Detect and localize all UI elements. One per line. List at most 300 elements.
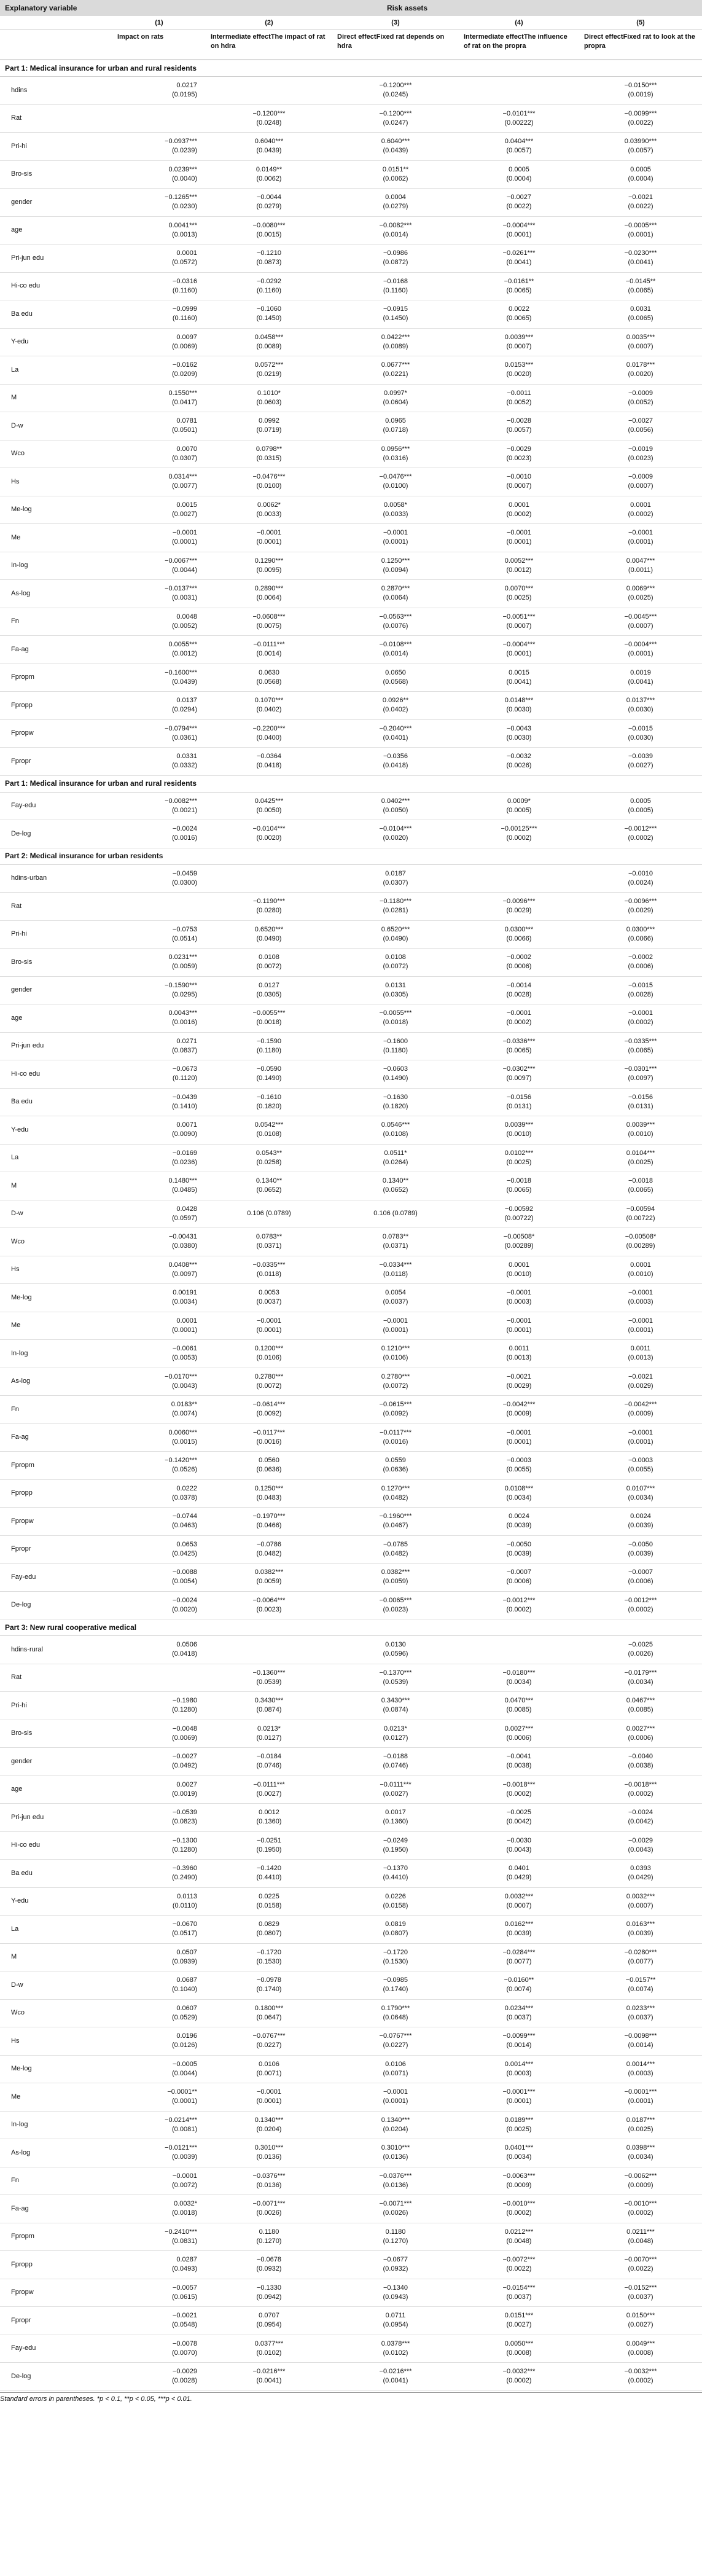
table-cell [459,1999,579,2027]
coefficient: 0.0572*** [254,361,284,369]
table-row [0,1144,702,1172]
header-explanatory-variable: Explanatory variable [0,0,112,16]
table-cell [579,1508,702,1536]
table-row [0,1636,702,1664]
standard-error: (0.0059) [172,963,197,971]
table-row [0,189,702,217]
table-row [0,1831,702,1860]
standard-error: (0.0020) [383,834,408,842]
standard-error: (0.0219) [256,370,282,378]
table-cell [206,1032,332,1060]
table-cell [459,1887,579,1916]
table-row [0,2335,702,2363]
table-row [0,1479,702,1508]
table-cell [112,748,206,776]
row-label: age [0,216,112,245]
table-cell [206,748,332,776]
table-cell [579,1664,702,1692]
table-row [0,133,702,161]
section-header [0,848,702,864]
standard-error: (0.0027) [628,762,653,770]
table-cell [579,719,702,748]
table-cell [332,2167,459,2195]
standard-error: (0.0439) [172,678,197,686]
table-cell [332,1116,459,1145]
table-cell [332,792,459,820]
standard-error: (0.0636) [256,1466,282,1474]
coefficient: 0.0097 [176,333,197,341]
table-cell [206,328,332,356]
standard-error: (0.0004) [506,174,532,182]
standard-error: (0.0007) [506,482,532,490]
row-label: Bro-sis [0,1720,112,1748]
table-cell [459,1228,579,1256]
coefficient: 0.0829 [259,1920,279,1928]
coefficient: 0.6040*** [254,138,284,146]
standard-error: (0.0943) [383,2293,408,2301]
standard-error: (0.1950) [256,1846,282,1854]
coefficient: 0.0024 [630,1513,651,1521]
table-cell [332,328,459,356]
standard-error: (0.0604) [383,398,408,406]
coefficient: −0.0012*** [624,825,657,833]
table-cell [206,496,332,524]
coefficient: −0.0539 [172,1809,197,1817]
table-cell [579,272,702,300]
table-cell [206,1228,332,1256]
coefficient: 0.0106 [259,2060,279,2068]
standard-error: (0.0028) [172,2377,197,2385]
table-cell [332,1508,459,1536]
table-row [0,1720,702,1748]
standard-error: (0.0939) [172,1957,197,1965]
standard-error: (0.0006) [628,963,653,971]
coefficient: −0.1300 [172,1836,197,1844]
table-cell [206,1256,332,1284]
standard-error: (0.0020) [628,370,653,378]
table-row [0,2083,702,2112]
row-label: Fpropm [0,1452,112,1480]
table-cell [332,2055,459,2083]
col-number: (2) [206,16,332,30]
coefficient: −0.0563*** [379,613,412,621]
coefficient: −0.0104*** [379,825,412,833]
row-label: gender [0,189,112,217]
standard-error: (0.0034) [172,1298,197,1306]
standard-error: (0.0158) [256,1901,282,1909]
standard-error: (0.0048) [628,2237,653,2245]
table-cell [332,1256,459,1284]
table-row [0,1999,702,2027]
coefficient: −0.1600*** [165,668,197,676]
col-number: (5) [579,16,702,30]
table-cell [579,1564,702,1592]
coefficient: −0.0608*** [252,613,286,621]
table-row [0,1860,702,1888]
coefficient: 0.0183** [171,1401,197,1409]
table-cell [579,1479,702,1508]
coefficient: 0.0011 [509,1345,529,1353]
coefficient: −0.0061 [172,1345,197,1353]
coefficient: −0.0336*** [502,1037,536,1045]
standard-error: (0.0281) [383,907,408,915]
standard-error: (0.0012) [506,566,532,574]
table-cell [579,2167,702,2195]
coefficient: −0.0184 [256,1753,282,1761]
table-cell [459,160,579,189]
table-row [0,580,702,608]
coefficient: −0.0670 [172,1920,197,1928]
coefficient: 0.0050*** [504,2339,534,2347]
table-row [0,2195,702,2223]
row-label: Hi-co edu [0,1060,112,1089]
table-cell [206,412,332,440]
standard-error: (0.0002) [628,1605,653,1613]
table-cell [206,1423,332,1452]
standard-error: (0.0002) [628,1790,653,1798]
table-cell [206,1144,332,1172]
coefficient: 0.0027*** [626,1725,655,1732]
row-label: Fpropr [0,1535,112,1564]
coefficient: 0.1250*** [254,1484,284,1492]
coefficient: 0.0027*** [504,1725,534,1732]
table-cell [579,2195,702,2223]
table-row [0,2363,702,2391]
coefficient: −0.0785 [383,1540,408,1548]
row-label: De-log [0,820,112,848]
table-cell [112,1999,206,2027]
coefficient: 0.0149** [255,165,283,173]
coefficient: 0.0070*** [504,585,534,593]
standard-error: (0.0572) [172,259,197,267]
col-title: Intermediate effectThe influence of rat on the propra [459,30,579,60]
table-cell [579,1535,702,1564]
standard-error: (0.0097) [628,1075,653,1082]
standard-error: (0.0136) [383,2153,408,2161]
table-cell [112,216,206,245]
table-cell [579,328,702,356]
coefficient: 0.0178*** [626,361,655,369]
standard-error: (0.0874) [383,1706,408,1714]
row-label: Fay-edu [0,792,112,820]
table-cell [579,748,702,776]
standard-error: (0.00722) [504,1214,534,1222]
standard-error: (0.0001) [383,1326,408,1334]
standard-error: (0.0055) [628,1466,653,1474]
table-row [0,160,702,189]
coefficient: −0.1370 [383,1865,408,1873]
coefficient: −0.2410*** [165,2228,197,2236]
table-cell [579,1284,702,1312]
standard-error: (0.0072) [172,2181,197,2189]
standard-error: (0.0483) [256,1494,282,1501]
table-cell [206,1479,332,1508]
row-label: Fpropr [0,2307,112,2335]
coefficient: −0.00592 [504,1205,534,1213]
table-cell [332,1479,459,1508]
row-label: Pri-hi [0,1692,112,1720]
coefficient: 0.0707 [259,2312,279,2320]
table-cell [459,1535,579,1564]
table-cell [206,2027,332,2056]
coefficient: −0.00508* [503,1233,535,1241]
table-cell [459,719,579,748]
standard-error: (0.0044) [172,566,197,574]
table-cell [459,920,579,949]
coefficient: 0.0377*** [254,2339,284,2347]
standard-error: (0.0033) [383,510,408,518]
table-cell [112,496,206,524]
table-cell [112,1887,206,1916]
table-cell [579,1060,702,1089]
table-cell [459,1452,579,1480]
coefficient: −0.0012*** [624,1596,657,1604]
standard-error: (0.0020) [256,834,282,842]
standard-error: (0.0052) [628,398,653,406]
section-header [0,775,702,792]
standard-error: (0.0039) [506,1930,532,1938]
table-cell [112,1943,206,1971]
table-cell [459,1508,579,1536]
standard-error: (0.0003) [506,1298,532,1306]
table-cell [206,976,332,1004]
table-cell [112,1200,206,1228]
standard-error: (0.0110) [172,1901,197,1909]
table-row [0,1004,702,1033]
coefficient: 0.1340** [382,1177,409,1185]
table-cell [459,1664,579,1692]
table-cell [206,719,332,748]
table-cell [206,468,332,496]
row-label: As-log [0,580,112,608]
table-cell [459,412,579,440]
coefficient: −0.0376*** [379,2172,412,2180]
table-cell [579,1228,702,1256]
table-cell [332,1664,459,1692]
table-cell [332,384,459,412]
standard-error: (0.0001) [256,1326,282,1334]
coefficient: 0.0071 [176,1121,197,1129]
coefficient: 0.0425*** [254,797,284,805]
col-title: Direct effectFixed rat to look at the propra [579,30,702,60]
coefficient: 0.0102*** [504,1149,534,1157]
standard-error: (0.0028) [506,990,532,998]
table-cell [206,1748,332,1776]
table-cell [332,1971,459,2000]
table-cell [332,2279,459,2307]
coefficient: 0.0001 [509,1261,529,1269]
table-cell [206,2111,332,2139]
table-cell [332,864,459,893]
table-row [0,1200,702,1228]
coefficient: 0.0058* [384,501,407,509]
coefficient: 0.0650 [385,668,406,676]
table-row [0,664,702,692]
table-cell [459,384,579,412]
coefficient: −0.0062*** [624,2172,657,2180]
row-label: Fpropp [0,1479,112,1508]
table-cell [459,272,579,300]
standard-error: (0.1160) [172,286,197,294]
table-cell [459,1831,579,1860]
standard-error: (0.0022) [506,2265,532,2273]
table-row [0,1116,702,1145]
table-cell [332,1228,459,1256]
coefficient: 0.6520*** [254,925,284,933]
table-cell [459,1692,579,1720]
standard-error: (0.0094) [383,566,408,574]
table-row [0,719,702,748]
table-row [0,412,702,440]
standard-error: (0.0258) [256,1158,282,1166]
table-cell [206,1088,332,1116]
row-label: Fpropm [0,664,112,692]
standard-error: (0.0090) [172,1130,197,1138]
table-cell [459,1748,579,1776]
coefficient: 0.0798** [255,445,283,453]
table-cell [579,2111,702,2139]
standard-error: (0.0482) [383,1494,408,1501]
row-label: D-w [0,1971,112,2000]
coefficient: 0.0225 [259,1892,279,1900]
coefficient: −0.0021 [628,194,653,202]
row-label: La [0,1144,112,1172]
table-cell [579,412,702,440]
standard-error: (0.0002) [628,2209,653,2217]
standard-error: (0.0023) [506,454,532,462]
row-label: Pri-hi [0,920,112,949]
coefficient: −0.0070*** [624,2256,657,2264]
coefficient: −0.0004*** [624,641,657,649]
coefficient: −0.0335*** [252,1261,286,1269]
standard-error: (0.0030) [628,734,653,742]
table-cell [206,1860,332,1888]
coefficient: −0.0214*** [165,2116,197,2124]
coefficient: −0.0014 [506,981,532,989]
standard-error: (0.4410) [256,1874,282,1882]
coefficient: −0.0673 [172,1065,197,1073]
table-cell [112,2307,206,2335]
row-label: hdins-rural [0,1636,112,1664]
coefficient: −0.0101*** [502,109,536,117]
table-cell [206,580,332,608]
standard-error: (0.0007) [628,342,653,350]
coefficient: −0.0249 [383,1836,408,1844]
standard-error: (0.0517) [172,1930,197,1938]
table-row [0,384,702,412]
standard-error: (0.0072) [256,1382,282,1390]
standard-error: (0.0065) [506,315,532,323]
coefficient: 0.0108 [385,953,406,961]
coefficient: 0.0131 [385,981,406,989]
coefficient: −0.0082*** [379,221,412,229]
table-cell [206,1591,332,1619]
table-cell [332,920,459,949]
table-cell [332,949,459,977]
row-label: hdins-urban [0,864,112,893]
standard-error: (0.0001) [506,1326,532,1334]
standard-error: (0.0009) [628,1410,653,1418]
standard-error: (0.0490) [256,934,282,942]
standard-error: (0.0466) [256,1522,282,1530]
coefficient: −0.0001 [628,1009,653,1017]
coefficient: 0.0107*** [626,1484,655,1492]
coefficient: −0.0001 [628,1428,653,1436]
table-cell [459,1004,579,1033]
coefficient: −0.1190*** [252,898,286,906]
table-cell [459,2055,579,2083]
standard-error: (0.0001) [383,2097,408,2105]
coefficient: −0.0302*** [502,1065,536,1073]
coefficient: 0.0653 [176,1540,197,1548]
standard-error: (0.0089) [256,342,282,350]
standard-error: (0.0030) [628,706,653,714]
standard-error: (0.0089) [383,342,408,350]
table-cell [459,1636,579,1664]
table-cell [112,1692,206,1720]
table-cell [332,133,459,161]
section-header [0,1619,702,1636]
standard-error: (0.0539) [383,1678,408,1686]
coefficient: −0.0018 [506,1177,532,1185]
standard-error: (0.0280) [256,907,282,915]
table-cell [459,2223,579,2251]
row-label: Wco [0,440,112,468]
coefficient: −0.0096*** [502,898,536,906]
standard-error: (0.0085) [506,1706,532,1714]
coefficient: 0.0032* [174,2200,197,2208]
standard-error: (0.0002) [506,2209,532,2217]
table-cell [579,189,702,217]
table-cell [332,356,459,385]
coefficient: 0.0163*** [626,1920,655,1928]
coefficient: 0.0054 [385,1289,406,1297]
standard-error: (0.0070) [172,2349,197,2357]
table-cell [459,1256,579,1284]
coefficient: −0.1630 [383,1093,408,1101]
table-row [0,2167,702,2195]
table-cell [459,1200,579,1228]
coefficient: 0.0001 [176,1317,197,1325]
standard-error: (0.4410) [383,1874,408,1882]
standard-error: (0.0041) [506,678,532,686]
table-row [0,920,702,949]
coefficient: 0.1200*** [254,1345,284,1353]
table-cell [459,1423,579,1452]
standard-error: (0.0719) [256,426,282,434]
standard-error: (0.1530) [256,1957,282,1965]
table-footnote: Standard errors in parentheses. *p < 0.1, **p < 0.05, ***p < 0.01. [0,2392,702,2403]
coefficient: 0.0151*** [504,2312,534,2320]
table-row [0,216,702,245]
table-cell [206,2167,332,2195]
coefficient: 0.0213* [384,1725,407,1732]
table-cell [206,949,332,977]
standard-error: (0.0072) [256,963,282,971]
table-cell [112,1664,206,1692]
table-cell [459,1916,579,1944]
row-label: Rat [0,893,112,921]
table-cell [112,552,206,580]
table-cell [332,1535,459,1564]
standard-error: (0.0108) [383,1130,408,1138]
coefficient: 0.0162*** [504,1920,534,1928]
coefficient: −0.0162 [172,361,197,369]
standard-error: (0.0071) [256,2069,282,2077]
table-row [0,1748,702,1776]
table-cell [206,1720,332,1748]
table-cell [459,1172,579,1200]
